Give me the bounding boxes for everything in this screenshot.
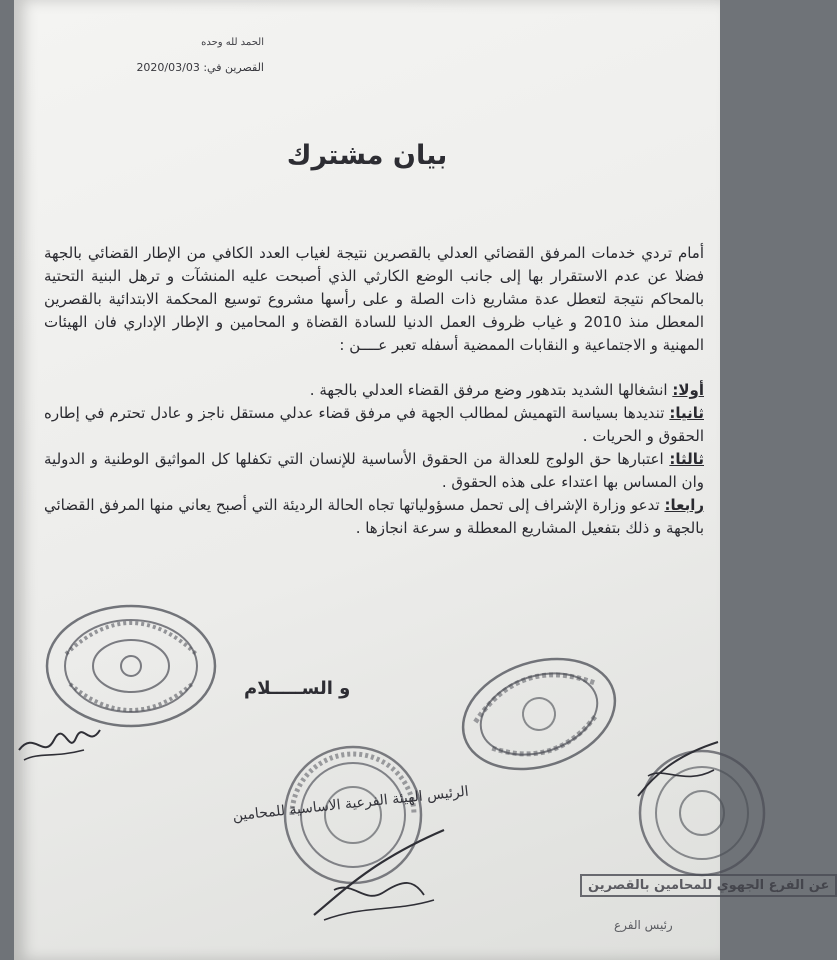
point-label: أولا:	[672, 381, 704, 399]
doc-title: بيان مشترك	[286, 140, 448, 171]
closing-salutation: و الســـــلام	[244, 678, 351, 699]
point-item	[44, 402, 704, 448]
intro-paragraph	[44, 242, 704, 357]
point-text: انشغالها الشديد بتدهور وضع مرفق القضاء العدلي بالجهة .	[309, 381, 673, 399]
point-label: ثانيا:	[669, 404, 704, 422]
signature-center	[304, 820, 454, 934]
stamp-rect-bottom-right: عن الفرع الجهوي للمحامين بالقصرين	[580, 874, 837, 897]
point-item	[44, 448, 704, 494]
point-text: اعتبارها حق الولوج للعدالة من الحقوق الأساسية للإنسان التي تكفلها كل المواثيق الوطنية و الدولية وان المساس بها اعتداء على هذه الحقوق .	[44, 450, 704, 491]
signature-right	[634, 736, 720, 810]
document-page	[14, 0, 830, 960]
point-label: ثالثا:	[669, 450, 704, 468]
stamp-rect-bottom-right-name: رئيس الفرع	[614, 918, 673, 932]
doc-heading: الحمد لله وحده	[201, 37, 264, 48]
document-body	[44, 242, 704, 540]
point-text: تنديدها بسياسة التهميش لمطالب الجهة في مرفق قضاء عدلي مستقل ناجز و عادل تحترم في إطاره الحقوق و الحريات .	[44, 404, 704, 445]
stamp-seal-right-graphic	[454, 652, 624, 776]
doc-date: القصرين في: 2020/03/03	[136, 61, 264, 74]
signature-left	[14, 700, 104, 774]
points-list	[44, 379, 704, 540]
header-block	[114, 34, 264, 78]
point-item	[44, 494, 704, 540]
signature-center-graphic	[304, 820, 454, 930]
signature-right-graphic	[634, 736, 720, 806]
point-item	[44, 379, 704, 402]
signature-left-graphic	[14, 700, 104, 770]
intro-text: أمام تردي خدمات المرفق القضائي العدلي بالقصرين نتيجة لغياب العدد الكافي من الإطار القضائي بالجهة فضلا عن عدم الاستقرار بها إلى جانب الوضع الكارثي الذي أصبحت عليه المنشآت و ترهل البنية التحتية بالمحاكم نتيجة لتعطل عدة مشاريع ذات الصلة و على رأسها مشروع توسيع المحكمة الابتدائية بالقصرين المعطل منذ 2010 و غياب ظروف العمل الدنيا للسادة القضاة و المحامين و الإطار الإداري فان الهيئات المهنية و الاجتماعية و النقابات الممضية أسفله تعبر عــــن :	[44, 244, 704, 354]
point-text: تدعو وزارة الإشراف إلى تحمل مسؤولياتها تجاه الحالة الرديئة التي أصبح يعاني منها المرفق القضائي بالجهة و ذلك بتفعيل المشاريع المعطلة و سرعة انجازها .	[44, 496, 704, 537]
point-label: رابعا:	[664, 496, 704, 514]
handwritten-note: الرئيس الهيئة الفرعية الاساسية للمحامين	[231, 783, 470, 825]
stamp-seal-right	[454, 652, 624, 776]
